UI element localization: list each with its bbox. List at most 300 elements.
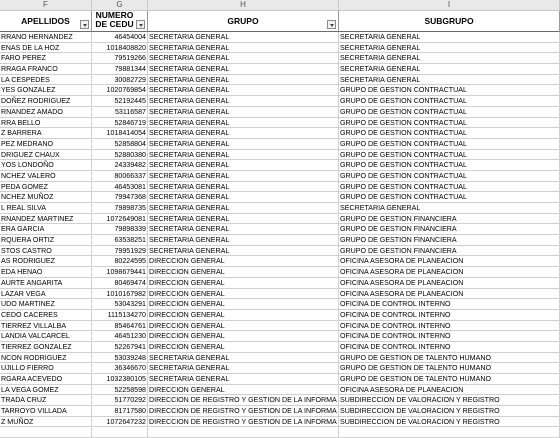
cell-grupo[interactable] [148, 331, 339, 342]
table-row [0, 267, 560, 278]
cell-cedula[interactable] [92, 353, 148, 364]
cell-grupo-text: SECRETARIA GENERAL [149, 246, 230, 255]
cell-grupo-text: SECRETARIA GENERAL [149, 139, 230, 148]
cell-cedula-text: 46453081 [114, 182, 146, 191]
cell-grupo[interactable] [148, 289, 339, 300]
cell-cedula[interactable] [92, 182, 148, 193]
cell-apellidos[interactable] [0, 310, 92, 321]
cell-grupo-text: DIRECCION GENERAL [149, 257, 225, 266]
cell-apellidos-text: RRANO HERNANDEZ [1, 33, 73, 41]
cell-subgrupo[interactable] [339, 246, 560, 257]
cell-cedula-text: 79898339 [114, 225, 146, 234]
cell-subgrupo[interactable] [339, 203, 560, 214]
cell-apellidos[interactable] [0, 160, 92, 171]
cell-cedula[interactable] [92, 363, 148, 374]
cell-subgrupo-text: GRUPO DE GESTION CONTRACTUAL [340, 161, 467, 170]
cell-apellidos-text: EDA HENAO [1, 268, 43, 277]
cell-apellidos-text: PEZ MEDRANO [1, 139, 54, 148]
cell-subgrupo-text: GRUPO DE GESTION FINANCIERA [340, 246, 457, 255]
cell-cedula[interactable] [92, 267, 148, 278]
cell-grupo-text: DIRECCION GENERAL [149, 278, 225, 287]
table-row [0, 203, 560, 214]
cell-grupo-text: DIRECCION GENERAL [149, 321, 225, 330]
cell-apellidos[interactable] [0, 43, 92, 54]
table-row [0, 85, 560, 96]
cell-grupo[interactable] [148, 214, 339, 225]
cell-apellidos-text: LA CESPEDES [1, 75, 50, 84]
cell-subgrupo-text: SUBDIRECCION DE VALORACION Y REGISTRO [340, 407, 500, 416]
cell-subgrupo[interactable] [339, 150, 560, 161]
cell-subgrupo-text: GRUPO DE GESTION FINANCIERA [340, 225, 457, 234]
table-row [0, 182, 560, 193]
cell-subgrupo[interactable] [339, 267, 560, 278]
cell-apellidos-text: STOS CASTRO [1, 246, 52, 255]
column-letter-g[interactable]: G [92, 0, 148, 10]
cell-cedula[interactable] [92, 406, 148, 417]
cell-subgrupo[interactable] [339, 406, 560, 417]
cell-subgrupo-text: GRUPO DE GESTION DE TALENTO HUMANO [340, 375, 491, 383]
cell-grupo-text: DIRECCION GENERAL [149, 289, 225, 298]
cell-grupo-text: SECRETARIA GENERAL [149, 236, 230, 245]
cell-subgrupo[interactable] [339, 417, 560, 428]
cell-grupo-text: DIRECCION GENERAL [149, 385, 225, 394]
cell-cedula[interactable] [92, 53, 148, 64]
column-letter-bar [0, 0, 560, 11]
cell-grupo-text: SECRETARIA GENERAL [149, 161, 230, 170]
cell-subgrupo[interactable] [339, 278, 560, 289]
column-letter-i[interactable]: I [339, 0, 560, 10]
cell-cedula-text: 1018414054 [106, 129, 146, 138]
cell-grupo-text: SECRETARIA GENERAL [149, 225, 230, 234]
cell-grupo[interactable] [148, 235, 339, 246]
cell-grupo[interactable] [148, 85, 339, 96]
cell-cedula[interactable] [92, 160, 148, 171]
cell-apellidos[interactable] [0, 321, 92, 332]
cell-cedula-text: 80224595 [114, 257, 146, 266]
cell-cedula-text: 1010167982 [106, 289, 146, 298]
cell-subgrupo-text: SECRETARIA GENERAL [340, 33, 421, 41]
cell-cedula-text: 63538251 [114, 236, 146, 245]
column-letter-f[interactable]: F [0, 0, 92, 10]
table-row [0, 289, 560, 300]
cell-grupo[interactable] [148, 139, 339, 150]
table-row [0, 395, 560, 406]
cell-apellidos-text: LANDIA VALCARCEL [1, 332, 70, 341]
cell-subgrupo[interactable] [339, 321, 560, 332]
cell-cedula-text: 1098679441 [106, 268, 146, 277]
cell-apellidos[interactable] [0, 128, 92, 139]
cell-cedula[interactable] [92, 32, 148, 43]
cell-cedula-text: 52192445 [114, 97, 146, 106]
cell-grupo-text: SECRETARIA GENERAL [149, 43, 230, 52]
cell-apellidos[interactable] [0, 427, 92, 438]
cell-grupo[interactable] [148, 385, 339, 396]
cell-cedula-text: 80469474 [114, 278, 146, 287]
cell-grupo[interactable] [148, 75, 339, 86]
cell-apellidos-text: YES GONZALEZ [1, 86, 56, 95]
header-grupo-label: GRUPO [227, 16, 259, 26]
cell-subgrupo-text: OFICINA ASESORA DE PLANEACION [340, 268, 464, 277]
cell-subgrupo[interactable] [339, 374, 560, 385]
cell-grupo[interactable] [148, 150, 339, 161]
cell-grupo-text: SECRETARIA GENERAL [149, 364, 230, 373]
cell-apellidos[interactable] [0, 406, 92, 417]
table-row [0, 96, 560, 107]
cell-cedula[interactable] [92, 43, 148, 54]
header-subgrupo-label: SUBGRUPO [424, 16, 474, 26]
cell-apellidos[interactable] [0, 75, 92, 86]
cell-subgrupo-text: OFICINA DE CONTROL INTERNO [340, 332, 451, 341]
cell-cedula[interactable] [92, 171, 148, 182]
cell-apellidos-text: DOÑEZ RODRIGUEZ [1, 97, 71, 106]
table-row [0, 278, 560, 289]
cell-grupo[interactable] [148, 192, 339, 203]
cell-cedula[interactable] [92, 192, 148, 203]
cell-subgrupo[interactable] [339, 256, 560, 267]
cell-grupo-text: SECRETARIA GENERAL [149, 375, 230, 383]
cell-subgrupo[interactable] [339, 235, 560, 246]
cell-apellidos-text: RNANDEZ MARTINEZ [1, 214, 74, 223]
cell-apellidos[interactable] [0, 171, 92, 182]
cell-apellidos-text: Z MUÑOZ [1, 417, 34, 426]
cell-subgrupo[interactable] [339, 214, 560, 225]
cell-grupo-text: SECRETARIA GENERAL [149, 129, 230, 138]
cell-apellidos-text: CEDO CACERES [1, 310, 58, 319]
cell-grupo-text: SECRETARIA GENERAL [149, 204, 230, 212]
cell-grupo[interactable] [148, 171, 339, 182]
table-row [0, 406, 560, 417]
cell-cedula-text: 1072647232 [106, 417, 146, 426]
cell-subgrupo[interactable] [339, 299, 560, 310]
cell-cedula-text: 24339482 [114, 161, 146, 170]
cell-cedula-text: 52258598 [114, 385, 146, 394]
cell-subgrupo[interactable] [339, 224, 560, 235]
cell-apellidos[interactable] [0, 289, 92, 300]
cell-subgrupo[interactable] [339, 64, 560, 75]
cell-grupo-text: SECRETARIA GENERAL [149, 214, 230, 223]
cell-grupo[interactable] [148, 363, 339, 374]
cell-grupo[interactable] [148, 128, 339, 139]
cell-apellidos-text: RGARA ACEVEDO [1, 375, 63, 383]
cell-cedula-text: 36346670 [114, 364, 146, 373]
cell-apellidos[interactable] [0, 64, 92, 75]
cell-subgrupo[interactable] [339, 53, 560, 64]
cell-grupo[interactable] [148, 96, 339, 107]
cell-grupo[interactable] [148, 310, 339, 321]
cell-subgrupo[interactable] [339, 139, 560, 150]
table-row [0, 224, 560, 235]
cell-cedula[interactable] [92, 75, 148, 86]
cell-grupo-text: SECRETARIA GENERAL [149, 118, 230, 127]
cell-apellidos[interactable] [0, 395, 92, 406]
cell-subgrupo[interactable] [339, 107, 560, 118]
cell-grupo[interactable] [148, 203, 339, 214]
table-row [0, 353, 560, 364]
cell-grupo-text: DIRECCION DE REGISTRO Y GESTION DE LA INFORMA [149, 396, 337, 405]
cell-grupo[interactable] [148, 353, 339, 364]
cell-cedula-text: 51770292 [114, 396, 146, 405]
cell-cedula[interactable] [92, 321, 148, 332]
cell-cedula[interactable] [92, 256, 148, 267]
cell-grupo[interactable] [148, 342, 339, 353]
cell-subgrupo[interactable] [339, 427, 560, 438]
cell-cedula[interactable] [92, 278, 148, 289]
cell-cedula-text: 79947368 [114, 193, 146, 202]
cell-cedula-text: 52858804 [114, 139, 146, 148]
cell-grupo[interactable] [148, 395, 339, 406]
cell-subgrupo[interactable] [339, 85, 560, 96]
cell-grupo[interactable] [148, 417, 339, 428]
cell-grupo-text: SECRETARIA GENERAL [149, 75, 230, 84]
header-grupo [148, 11, 339, 32]
cell-apellidos[interactable] [0, 385, 92, 396]
cell-cedula[interactable] [92, 139, 148, 150]
cell-apellidos[interactable] [0, 53, 92, 64]
cell-cedula[interactable] [92, 214, 148, 225]
cell-cedula[interactable] [92, 385, 148, 396]
table-row [0, 171, 560, 182]
cell-apellidos-text: RRA BELLO [1, 118, 41, 127]
cell-apellidos[interactable] [0, 203, 92, 214]
table-row [0, 299, 560, 310]
cell-grupo[interactable] [148, 224, 339, 235]
cell-subgrupo-text: OFICINA DE CONTROL INTERNO [340, 300, 451, 309]
cell-cedula[interactable] [92, 395, 148, 406]
cell-subgrupo-text: OFICINA ASESORA DE PLANEACION [340, 278, 464, 287]
cell-cedula[interactable] [92, 107, 148, 118]
table-row [0, 256, 560, 267]
cell-cedula[interactable] [92, 128, 148, 139]
cell-cedula[interactable] [92, 417, 148, 428]
table-row [0, 118, 560, 129]
cell-apellidos[interactable] [0, 246, 92, 257]
cell-subgrupo[interactable] [339, 96, 560, 107]
cell-subgrupo-text: GRUPO DE GESTION CONTRACTUAL [340, 129, 467, 138]
cell-cedula[interactable] [92, 289, 148, 300]
table-row [0, 246, 560, 257]
cell-subgrupo[interactable] [339, 395, 560, 406]
cell-cedula-text: 1032380105 [106, 375, 146, 383]
cell-cedula-text: 80066337 [114, 171, 146, 180]
cell-grupo-text: SECRETARIA GENERAL [149, 182, 230, 191]
cell-grupo-text: SECRETARIA GENERAL [149, 171, 230, 180]
column-letter-h[interactable]: H [148, 0, 339, 10]
cell-apellidos[interactable] [0, 374, 92, 385]
cell-apellidos[interactable] [0, 139, 92, 150]
cell-subgrupo-text: GRUPO DE GESTION CONTRACTUAL [340, 86, 467, 95]
cell-apellidos[interactable] [0, 214, 92, 225]
cell-apellidos[interactable] [0, 150, 92, 161]
filter-dropdown-icon[interactable] [327, 20, 336, 29]
cell-grupo-text: DIRECCION DE REGISTRO Y GESTION DE LA INFORMA [149, 417, 337, 426]
filter-dropdown-icon[interactable] [80, 20, 89, 29]
cell-apellidos[interactable] [0, 267, 92, 278]
cell-grupo-text: DIRECCION GENERAL [149, 268, 225, 277]
cell-cedula[interactable] [92, 235, 148, 246]
cell-apellidos[interactable] [0, 192, 92, 203]
cell-grupo[interactable] [148, 427, 339, 438]
cell-subgrupo[interactable] [339, 192, 560, 203]
cell-subgrupo-text: SECRETARIA GENERAL [340, 65, 421, 74]
cell-grupo[interactable] [148, 64, 339, 75]
cell-subgrupo[interactable] [339, 385, 560, 396]
cell-grupo-text: SECRETARIA GENERAL [149, 107, 230, 116]
cell-cedula-text: 1072649081 [106, 214, 146, 223]
cell-apellidos[interactable] [0, 224, 92, 235]
cell-grupo[interactable] [148, 267, 339, 278]
cell-subgrupo[interactable] [339, 128, 560, 139]
cell-subgrupo-text: GRUPO DE GESTION CONTRACTUAL [340, 171, 467, 180]
cell-grupo[interactable] [148, 256, 339, 267]
cell-subgrupo-text: OFICINA ASESORA DE PLANEACION [340, 257, 464, 266]
cell-subgrupo-text: SECRETARIA GENERAL [340, 43, 421, 52]
cell-subgrupo[interactable] [339, 182, 560, 193]
cell-apellidos[interactable] [0, 85, 92, 96]
cell-cedula[interactable] [92, 342, 148, 353]
table-row [0, 385, 560, 396]
table-row [0, 310, 560, 321]
header-subgrupo [339, 11, 560, 32]
cell-apellidos[interactable] [0, 256, 92, 267]
table-row [0, 75, 560, 86]
cell-subgrupo-text: SUBDIRECCION DE VALORACION Y REGISTRO [340, 417, 500, 426]
cell-grupo[interactable] [148, 246, 339, 257]
cell-grupo[interactable] [148, 107, 339, 118]
cell-cedula[interactable] [92, 299, 148, 310]
cell-cedula-text: 81717580 [114, 407, 146, 416]
cell-grupo-text: SECRETARIA GENERAL [149, 97, 230, 106]
cell-apellidos[interactable] [0, 182, 92, 193]
table-row [0, 64, 560, 75]
cell-subgrupo[interactable] [339, 118, 560, 129]
cell-cedula-text: 79898735 [114, 204, 146, 212]
cell-subgrupo-text: GRUPO DE GESTION DE TALENTO HUMANO [340, 364, 491, 373]
header-apellidos-label: APELLIDOS [21, 16, 70, 26]
cell-subgrupo[interactable] [339, 171, 560, 182]
cell-cedula[interactable] [92, 427, 148, 438]
cell-apellidos[interactable] [0, 107, 92, 118]
cell-subgrupo[interactable] [339, 289, 560, 300]
cell-cedula-text: 79519266 [114, 54, 146, 63]
cell-cedula-text: 85464761 [114, 321, 146, 330]
cell-cedula-text: 53116587 [114, 107, 146, 116]
cell-apellidos[interactable] [0, 353, 92, 364]
cell-grupo-text: DIRECCION GENERAL [149, 300, 225, 309]
cell-cedula[interactable] [92, 150, 148, 161]
cell-apellidos[interactable] [0, 342, 92, 353]
cell-apellidos-text: NCON RODRIGUEZ [1, 353, 67, 362]
cell-grupo[interactable] [148, 160, 339, 171]
cell-cedula[interactable] [92, 96, 148, 107]
cell-subgrupo[interactable] [339, 353, 560, 364]
cell-apellidos[interactable] [0, 278, 92, 289]
cell-cedula-text: 46451230 [114, 332, 146, 341]
cell-cedula-text: 52846719 [114, 118, 146, 127]
cell-grupo[interactable] [148, 53, 339, 64]
cell-grupo[interactable] [148, 278, 339, 289]
cell-grupo[interactable] [148, 374, 339, 385]
table-row [0, 53, 560, 64]
table-row [0, 107, 560, 118]
table-row [0, 321, 560, 332]
cell-apellidos-text: FARO PEREZ [1, 54, 46, 63]
cell-cedula-text: 79951929 [114, 246, 146, 255]
cell-apellidos[interactable] [0, 235, 92, 246]
cell-grupo[interactable] [148, 321, 339, 332]
table-row [0, 43, 560, 54]
cell-cedula[interactable] [92, 374, 148, 385]
cell-subgrupo-text: GRUPO DE GESTION FINANCIERA [340, 214, 457, 223]
cell-apellidos[interactable] [0, 118, 92, 129]
cell-subgrupo[interactable] [339, 331, 560, 342]
cell-apellidos[interactable] [0, 417, 92, 428]
cell-grupo[interactable] [148, 299, 339, 310]
cell-apellidos[interactable] [0, 363, 92, 374]
cell-apellidos[interactable] [0, 32, 92, 43]
table-row [0, 160, 560, 171]
cell-apellidos-text: Z BARRERA [1, 129, 42, 138]
cell-subgrupo-text: GRUPO DE GESTION CONTRACTUAL [340, 107, 467, 116]
cell-apellidos[interactable] [0, 299, 92, 310]
table-row [0, 427, 560, 438]
cell-subgrupo[interactable] [339, 160, 560, 171]
cell-apellidos[interactable] [0, 96, 92, 107]
cell-cedula-text: 1115134270 [107, 310, 146, 319]
cell-subgrupo[interactable] [339, 43, 560, 54]
cell-subgrupo-text: GRUPO DE GESTION DE TALENTO HUMANO [340, 353, 491, 362]
cell-grupo[interactable] [148, 118, 339, 129]
cell-grupo[interactable] [148, 43, 339, 54]
cell-apellidos-text: ENAS DE LA HOZ [1, 43, 60, 52]
cell-cedula[interactable] [92, 331, 148, 342]
cell-apellidos[interactable] [0, 331, 92, 342]
cell-cedula[interactable] [92, 85, 148, 96]
cell-apellidos-text: NCHEZ VALERO [1, 171, 56, 180]
cell-subgrupo-text: GRUPO DE GESTION FINANCIERA [340, 236, 457, 245]
cell-subgrupo[interactable] [339, 363, 560, 374]
cell-cedula[interactable] [92, 64, 148, 75]
cell-grupo-text: SECRETARIA GENERAL [149, 150, 230, 159]
cell-grupo-text: DIRECCION GENERAL [149, 342, 225, 351]
cell-grupo[interactable] [148, 182, 339, 193]
cell-grupo-text: SECRETARIA GENERAL [149, 193, 230, 202]
filter-dropdown-icon[interactable] [136, 20, 145, 29]
cell-apellidos-text: UJILLO FIERRO [1, 364, 54, 373]
table-row [0, 139, 560, 150]
cell-subgrupo[interactable] [339, 75, 560, 86]
table-row [0, 128, 560, 139]
cell-subgrupo-text: SECRETARIA GENERAL [340, 204, 421, 212]
cell-apellidos-text: DRIGUEZ CHAUX [1, 150, 60, 159]
cell-grupo-text: SECRETARIA GENERAL [149, 86, 230, 95]
cell-cedula-text: 52880380 [114, 150, 146, 159]
cell-apellidos-text: TIERREZ GONZALEZ [1, 342, 72, 351]
cell-grupo[interactable] [148, 32, 339, 43]
header-cedula [92, 11, 148, 32]
cell-subgrupo[interactable] [339, 310, 560, 321]
cell-subgrupo[interactable] [339, 32, 560, 43]
cell-cedula[interactable] [92, 118, 148, 129]
cell-cedula[interactable] [92, 246, 148, 257]
cell-cedula[interactable] [92, 224, 148, 235]
cell-cedula[interactable] [92, 203, 148, 214]
cell-cedula[interactable] [92, 310, 148, 321]
cell-subgrupo[interactable] [339, 342, 560, 353]
cell-subgrupo-text: GRUPO DE GESTION CONTRACTUAL [340, 97, 467, 106]
cell-apellidos-text: TRADA CRUZ [1, 396, 47, 405]
table-row [0, 374, 560, 385]
cell-grupo[interactable] [148, 406, 339, 417]
